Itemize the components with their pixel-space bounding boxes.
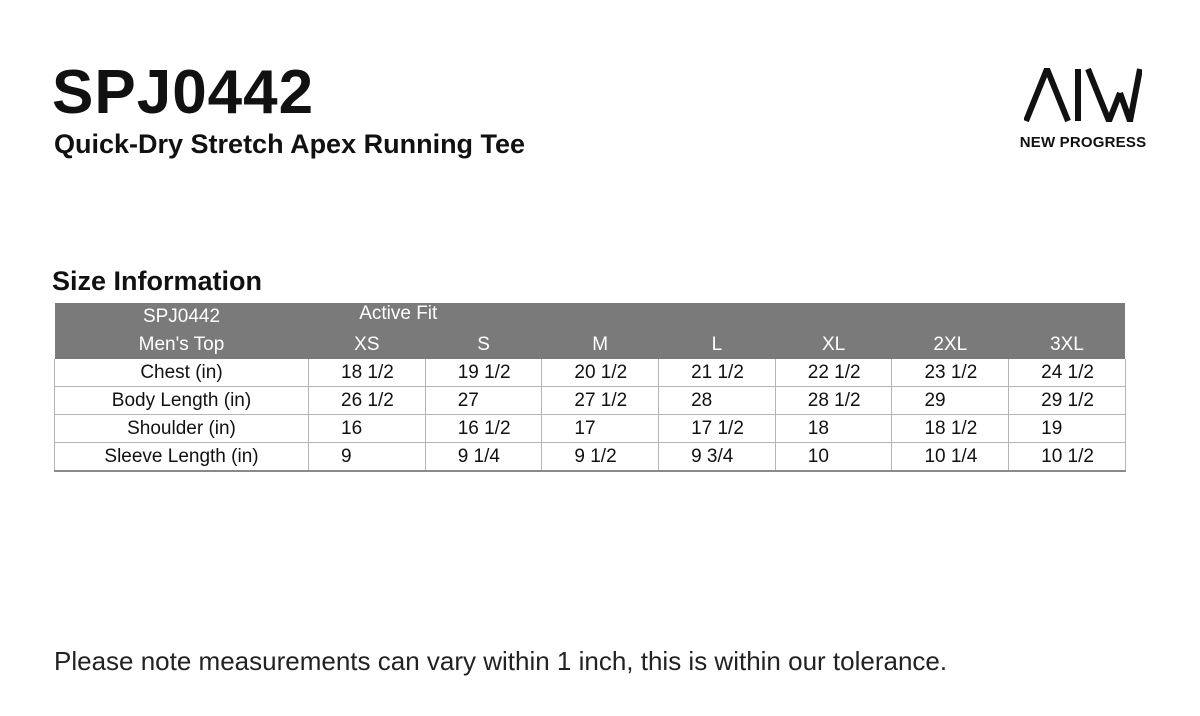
size-header: XS	[309, 331, 426, 359]
product-name: Quick-Dry Stretch Apex Running Tee	[54, 129, 526, 159]
table-cell: 21 1/2	[659, 359, 776, 387]
brand-name: NEW PROGRESS	[1019, 134, 1147, 151]
product-code: SPJ0442	[52, 58, 315, 127]
brand-logo	[1018, 68, 1148, 151]
size-header: M	[542, 331, 659, 359]
table-cell: 9 1/4	[425, 443, 542, 472]
row-label: Chest (in)	[55, 359, 309, 387]
table-cell: 19 1/2	[425, 359, 542, 387]
table-row	[55, 359, 1126, 387]
measurement-note: Please note measurements can vary within 1 inch, this is within our tolerance.	[54, 646, 948, 676]
table-cell: 27 1/2	[542, 387, 659, 415]
table-cell: 17 1/2	[659, 415, 776, 443]
size-header: 3XL	[1009, 331, 1126, 359]
aiv-monogram-icon	[1024, 68, 1142, 122]
table-cell: 16 1/2	[425, 415, 542, 443]
fit-label: Active Fit	[425, 303, 542, 331]
size-table	[54, 303, 1126, 472]
table-cell: 10	[775, 443, 892, 472]
size-header: 2XL	[892, 331, 1009, 359]
table-cell: 19	[1009, 415, 1126, 443]
table-cell: 10 1/2	[1009, 443, 1126, 472]
size-header: XL	[775, 331, 892, 359]
table-cell: 26 1/2	[309, 387, 426, 415]
table-cell: 18 1/2	[309, 359, 426, 387]
table-header-row	[55, 303, 1126, 331]
row-label: Shoulder (in)	[55, 415, 309, 443]
table-row	[55, 387, 1126, 415]
table-cell: 17	[542, 415, 659, 443]
table-cell: 22 1/2	[775, 359, 892, 387]
table-cell: 10 1/4	[892, 443, 1009, 472]
table-row	[55, 415, 1126, 443]
table-cell: 16	[309, 415, 426, 443]
table-cell: 29 1/2	[1009, 387, 1126, 415]
size-header: L	[659, 331, 776, 359]
section-title: Size Information	[52, 266, 263, 296]
table-cell: 18	[775, 415, 892, 443]
table-cell: 24 1/2	[1009, 359, 1126, 387]
row-label: Sleeve Length (in)	[55, 443, 309, 472]
table-size-row	[55, 331, 1126, 359]
table-cell: 9 1/2	[542, 443, 659, 472]
table-cell: 29	[892, 387, 1009, 415]
table-cell: 9	[309, 443, 426, 472]
table-cell: 9 3/4	[659, 443, 776, 472]
size-header: S	[425, 331, 542, 359]
table-cell: 20 1/2	[542, 359, 659, 387]
table-cell: 23 1/2	[892, 359, 1009, 387]
header-garment-type: Men's Top	[55, 331, 309, 359]
table-cell: 28 1/2	[775, 387, 892, 415]
table-cell: 27	[425, 387, 542, 415]
row-label: Body Length (in)	[55, 387, 309, 415]
table-row	[55, 443, 1126, 472]
table-cell: 28	[659, 387, 776, 415]
table-cell: 18 1/2	[892, 415, 1009, 443]
header-product-code: SPJ0442	[55, 303, 309, 331]
